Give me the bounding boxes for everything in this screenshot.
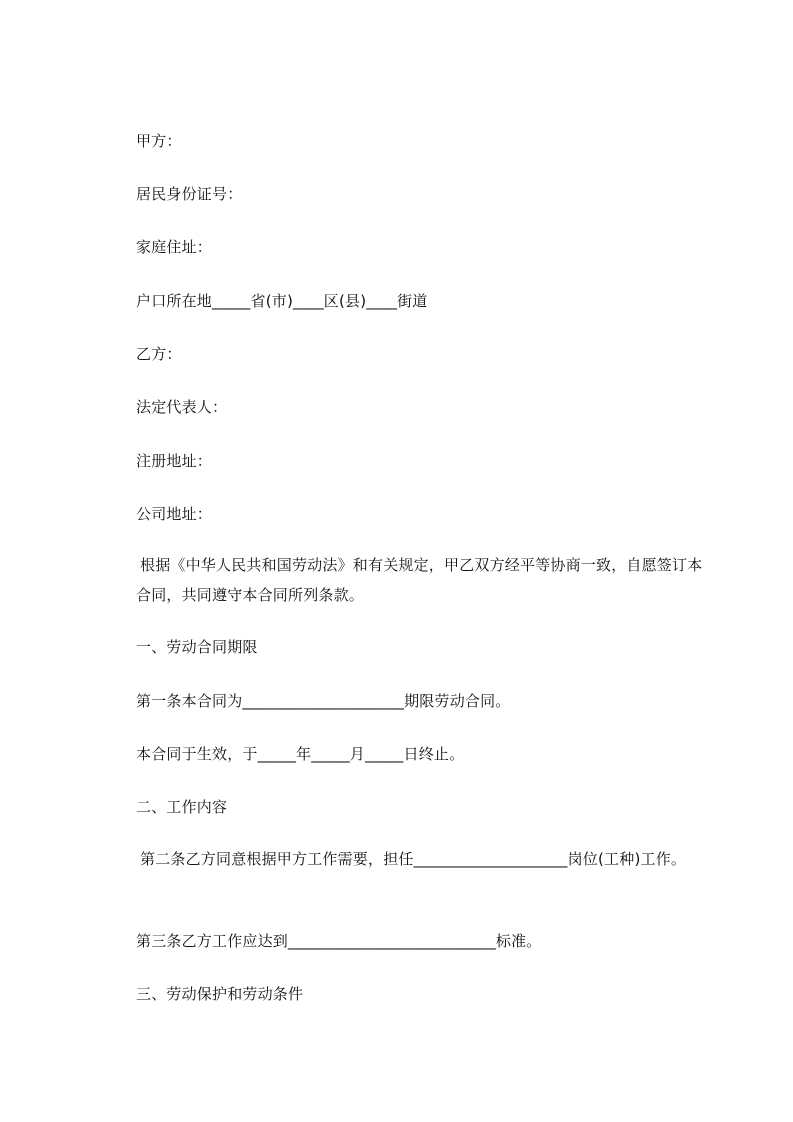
party-b-label: 乙方：: [136, 345, 182, 363]
section-3-title: 三、劳动保护和劳动条件: [136, 985, 304, 1003]
registered-address-label: 注册地址：: [136, 452, 213, 470]
home-address-label: 家庭住址：: [136, 238, 213, 256]
article-1: 第一条本合同为_____________________期限劳动合同。: [136, 692, 511, 710]
id-number-label: 居民身份证号：: [136, 185, 243, 203]
article-3: 第三条乙方工作应达到___________________________标准。: [136, 932, 542, 950]
effective-term: 本合同于生效，于_____年_____月_____日终止。: [136, 745, 465, 763]
registered-residence-line: 户口所在地_____省(市)____区(县)____街道: [136, 292, 428, 310]
section-2-title: 二、工作内容: [136, 798, 228, 816]
company-address-label: 公司地址：: [136, 505, 213, 523]
article-2-paragraph: 第二条乙方同意根据甲方工作需要，担任____________________岗位(工种)工作。: [140, 850, 687, 868]
section-1-title: 一、劳动合同期限: [136, 638, 258, 656]
preamble-paragraph: 根据《中华人民共和国劳动法》和有关规定，甲乙双方经平等协商一致，自愿签订本合同，共同遵守本合同所列条款。: [136, 556, 703, 604]
legal-representative-label: 法定代表人：: [136, 398, 228, 416]
party-a-label: 甲方：: [136, 132, 182, 150]
